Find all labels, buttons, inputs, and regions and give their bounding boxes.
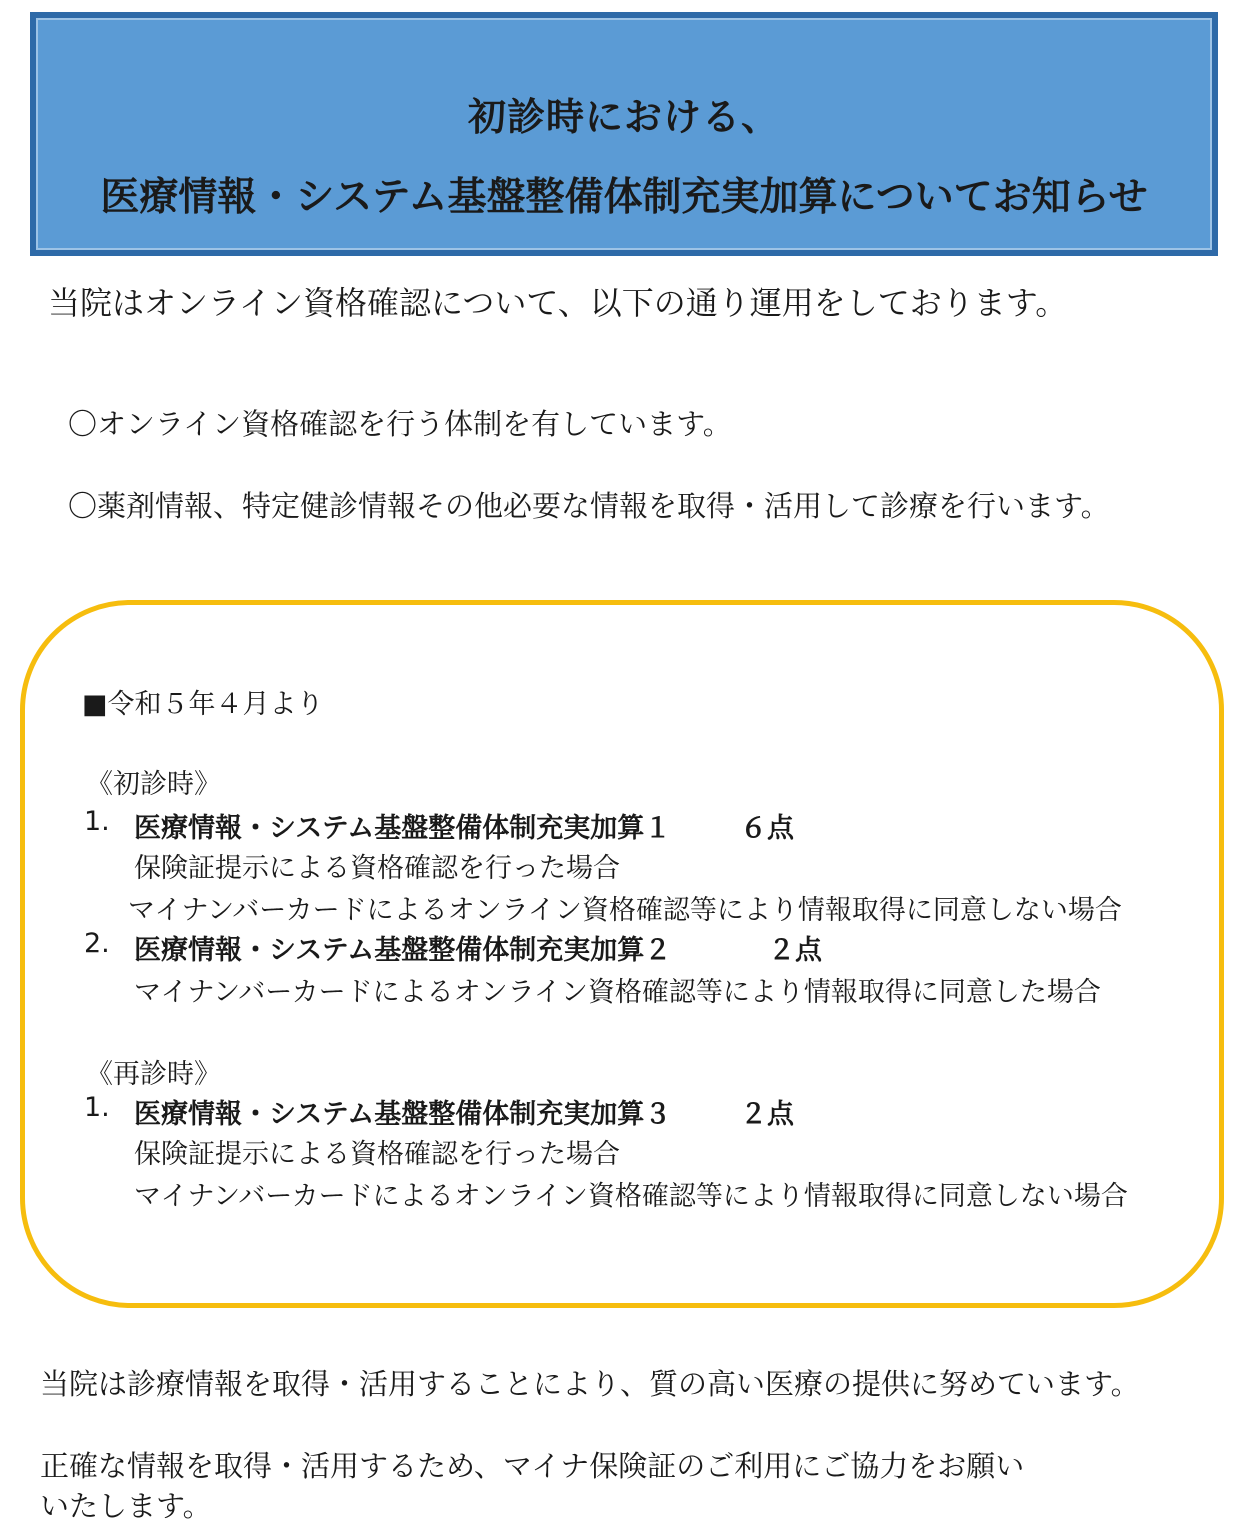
footer-statement: 当院は診療情報を取得・活用することにより、質の高い医療の提供に努めています。 [40,1367,1140,1401]
item-number: 2. [84,928,110,959]
fee-condition: 保険証提示による資格確認を行った場合 [134,853,620,884]
fee-item-points: ２点 [740,1099,794,1130]
intro-text: 当院はオンライン資格確認について、以下の通り運用をしております。 [48,284,1068,322]
bullet-information-use: 〇薬剤情報、特定健診情報その他必要な情報を取得・活用して診療を行います。 [68,489,1110,523]
first-visit-heading: 《初診時》 [86,769,221,800]
fee-condition: マイナンバーカードによるオンライン資格確認等により情報取得に同意しない場合 [128,895,1122,926]
title-line-2: 医療情報・システム基盤整備体制充実加算についてお知らせ [100,175,1148,220]
effective-date: ■令和５年４月より [82,689,324,720]
title-banner [30,12,1218,256]
footer-request-continued: いたします。 [40,1489,212,1523]
item-number: 1. [84,1092,110,1123]
title-line-1: 初診時における、 [467,95,780,139]
item-number: 1. [84,806,110,837]
fee-condition: 保険証提示による資格確認を行った場合 [134,1139,620,1170]
fee-item-name: 医療情報・システム基盤整備体制充実加算３ [134,1099,672,1130]
fee-item-points: ６点 [740,813,794,844]
revisit-heading: 《再診時》 [86,1059,221,1090]
fee-condition: マイナンバーカードによるオンライン資格確認等により情報取得に同意しない場合 [134,1181,1128,1212]
fee-item-name: 医療情報・システム基盤整備体制充実加算１ [134,813,672,844]
fee-item-points: ２点 [768,935,822,966]
fee-item-name: 医療情報・システム基盤整備体制充実加算２ [134,935,672,966]
footer-request: 正確な情報を取得・活用するため、マイナ保険証のご利用にご協力をお願い [40,1449,1025,1483]
bullet-online-confirmation: 〇オンライン資格確認を行う体制を有しています。 [68,407,732,441]
fee-condition: マイナンバーカードによるオンライン資格確認等により情報取得に同意した場合 [134,977,1101,1008]
